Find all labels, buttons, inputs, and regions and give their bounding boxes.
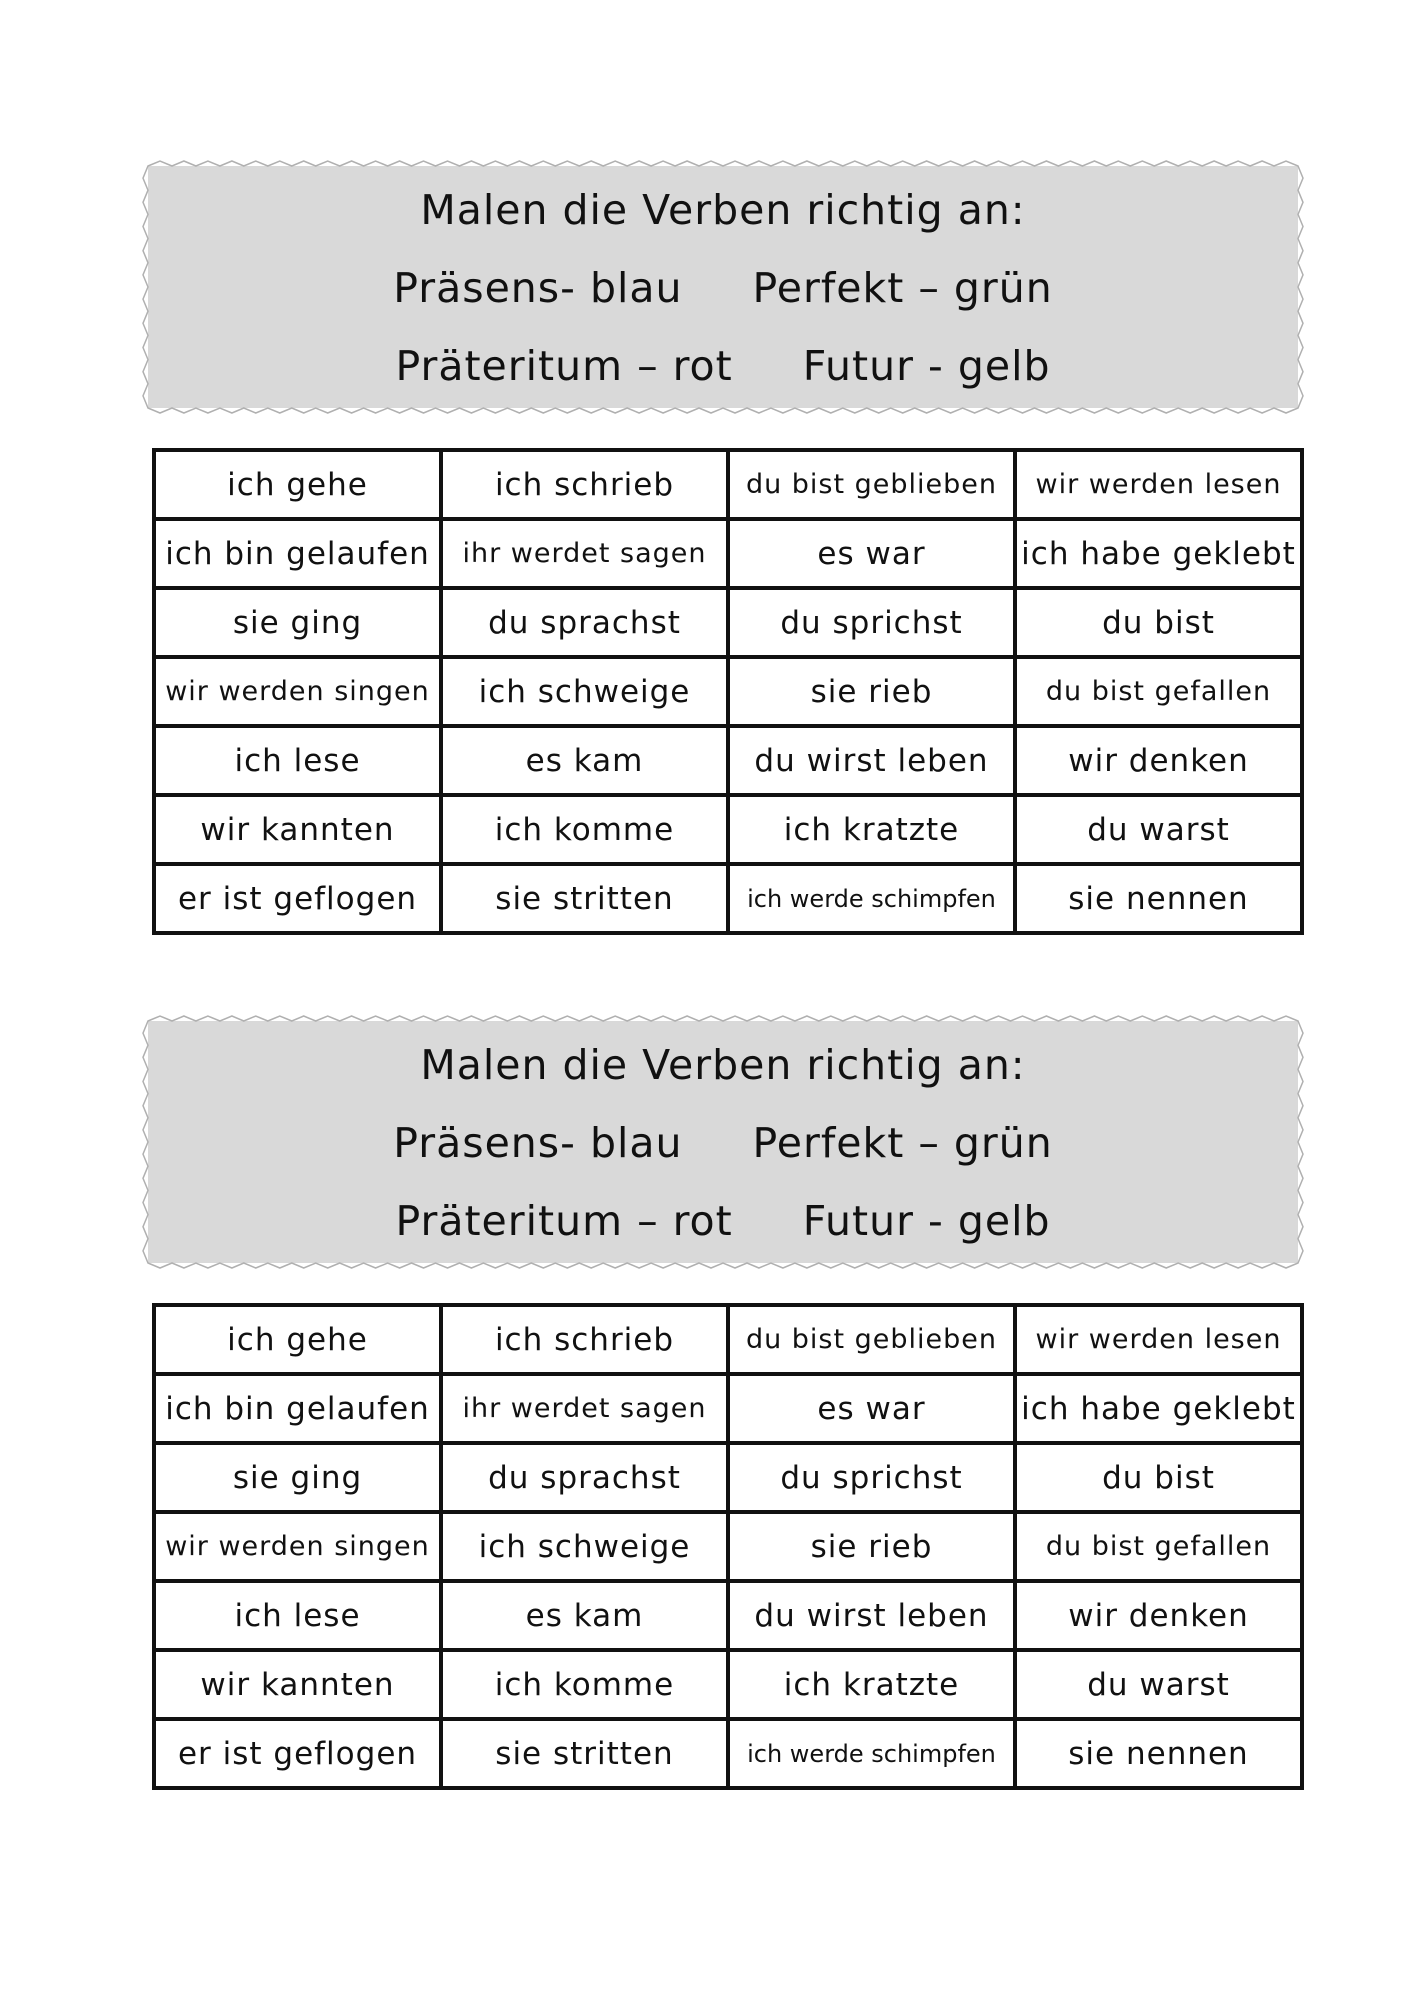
- verb-cell[interactable]: ich habe geklebt: [1015, 519, 1302, 588]
- instruction-title: Malen die Verben richtig an:: [420, 1041, 1026, 1089]
- verb-cell[interactable]: ich lese: [154, 726, 441, 795]
- verb-cell[interactable]: sie rieb: [728, 1512, 1015, 1581]
- verb-cell[interactable]: sie ging: [154, 588, 441, 657]
- verb-cell[interactable]: es war: [728, 1374, 1015, 1443]
- verb-cell[interactable]: ich habe geklebt: [1015, 1374, 1302, 1443]
- instruction-box: [148, 1021, 1298, 1263]
- verb-cell[interactable]: ich gehe: [154, 450, 441, 519]
- verb-cell[interactable]: du sprachst: [441, 1443, 728, 1512]
- instruction-title: Malen die Verben richtig an:: [420, 186, 1026, 234]
- verb-cell[interactable]: es war: [728, 519, 1015, 588]
- verb-cell[interactable]: du bist gefallen: [1015, 1512, 1302, 1581]
- table-row: [154, 1650, 1302, 1719]
- instruction-line-3: [148, 1197, 1298, 1245]
- instruction-line-2: [148, 1119, 1298, 1167]
- table-row: [154, 450, 1302, 519]
- worksheet-1: [0, 160, 1414, 980]
- verb-cell[interactable]: ich kratzte: [728, 1650, 1015, 1719]
- verb-cell[interactable]: ich schweige: [441, 657, 728, 726]
- verb-cell[interactable]: ich lese: [154, 1581, 441, 1650]
- verb-cell[interactable]: ich bin gelaufen: [154, 519, 441, 588]
- verb-cell[interactable]: du bist geblieben: [728, 1305, 1015, 1374]
- verb-cell[interactable]: ihr werdet sagen: [441, 1374, 728, 1443]
- worksheet-2: [0, 1015, 1414, 1835]
- verb-cell[interactable]: ich werde schimpfen: [728, 864, 1015, 933]
- verb-cell[interactable]: ich komme: [441, 1650, 728, 1719]
- table-row: [154, 519, 1302, 588]
- verb-cell[interactable]: ich schweige: [441, 1512, 728, 1581]
- verb-cell[interactable]: ich komme: [441, 795, 728, 864]
- table-row: [154, 1443, 1302, 1512]
- verb-table: [152, 448, 1304, 935]
- verb-cell[interactable]: ich bin gelaufen: [154, 1374, 441, 1443]
- table-row: [154, 1305, 1302, 1374]
- instruction-line-3: [148, 342, 1298, 390]
- verb-cell[interactable]: sie stritten: [441, 864, 728, 933]
- table-row: [154, 588, 1302, 657]
- verb-cell[interactable]: ich schrieb: [441, 1305, 728, 1374]
- verb-cell[interactable]: er ist geflogen: [154, 1719, 441, 1788]
- table-row: [154, 1581, 1302, 1650]
- legend-futur: Futur - gelb: [802, 342, 1051, 390]
- verb-cell[interactable]: wir werden lesen: [1015, 1305, 1302, 1374]
- verb-cell[interactable]: sie rieb: [728, 657, 1015, 726]
- verb-cell[interactable]: du bist geblieben: [728, 450, 1015, 519]
- table-row: [154, 657, 1302, 726]
- legend-praesens: Präsens- blau: [393, 1119, 683, 1167]
- table-row: [154, 1512, 1302, 1581]
- table-row: [154, 1719, 1302, 1788]
- verb-cell[interactable]: er ist geflogen: [154, 864, 441, 933]
- verb-cell[interactable]: du sprichst: [728, 588, 1015, 657]
- verb-cell[interactable]: du wirst leben: [728, 726, 1015, 795]
- verb-table: [152, 1303, 1304, 1790]
- verb-cell[interactable]: du sprachst: [441, 588, 728, 657]
- verb-cell[interactable]: wir werden singen: [154, 1512, 441, 1581]
- verb-cell[interactable]: ich kratzte: [728, 795, 1015, 864]
- verb-cell[interactable]: es kam: [441, 726, 728, 795]
- verb-cell[interactable]: sie ging: [154, 1443, 441, 1512]
- verb-cell[interactable]: ich schrieb: [441, 450, 728, 519]
- legend-futur: Futur - gelb: [802, 1197, 1051, 1245]
- table-row: [154, 795, 1302, 864]
- verb-cell[interactable]: wir denken: [1015, 1581, 1302, 1650]
- legend-perfekt: Perfekt – grün: [752, 264, 1053, 312]
- verb-cell[interactable]: sie nennen: [1015, 864, 1302, 933]
- verb-cell[interactable]: ihr werdet sagen: [441, 519, 728, 588]
- verb-cell[interactable]: du bist: [1015, 1443, 1302, 1512]
- table-row: [154, 726, 1302, 795]
- verb-cell[interactable]: wir werden singen: [154, 657, 441, 726]
- verb-cell[interactable]: wir kannten: [154, 1650, 441, 1719]
- verb-cell[interactable]: ich gehe: [154, 1305, 441, 1374]
- legend-praeteritum: Präteritum – rot: [395, 342, 733, 390]
- verb-cell[interactable]: ich werde schimpfen: [728, 1719, 1015, 1788]
- verb-cell[interactable]: du sprichst: [728, 1443, 1015, 1512]
- verb-cell[interactable]: du warst: [1015, 795, 1302, 864]
- verb-cell[interactable]: wir kannten: [154, 795, 441, 864]
- verb-cell[interactable]: sie stritten: [441, 1719, 728, 1788]
- legend-praesens: Präsens- blau: [393, 264, 683, 312]
- verb-cell[interactable]: sie nennen: [1015, 1719, 1302, 1788]
- verb-cell[interactable]: du bist: [1015, 588, 1302, 657]
- table-row: [154, 1374, 1302, 1443]
- verb-cell[interactable]: du bist gefallen: [1015, 657, 1302, 726]
- verb-cell[interactable]: wir werden lesen: [1015, 450, 1302, 519]
- verb-cell[interactable]: du wirst leben: [728, 1581, 1015, 1650]
- legend-praeteritum: Präteritum – rot: [395, 1197, 733, 1245]
- instruction-box: [148, 166, 1298, 408]
- verb-cell[interactable]: es kam: [441, 1581, 728, 1650]
- legend-perfekt: Perfekt – grün: [752, 1119, 1053, 1167]
- verb-cell[interactable]: du warst: [1015, 1650, 1302, 1719]
- table-row: [154, 864, 1302, 933]
- instruction-line-2: [148, 264, 1298, 312]
- verb-cell[interactable]: wir denken: [1015, 726, 1302, 795]
